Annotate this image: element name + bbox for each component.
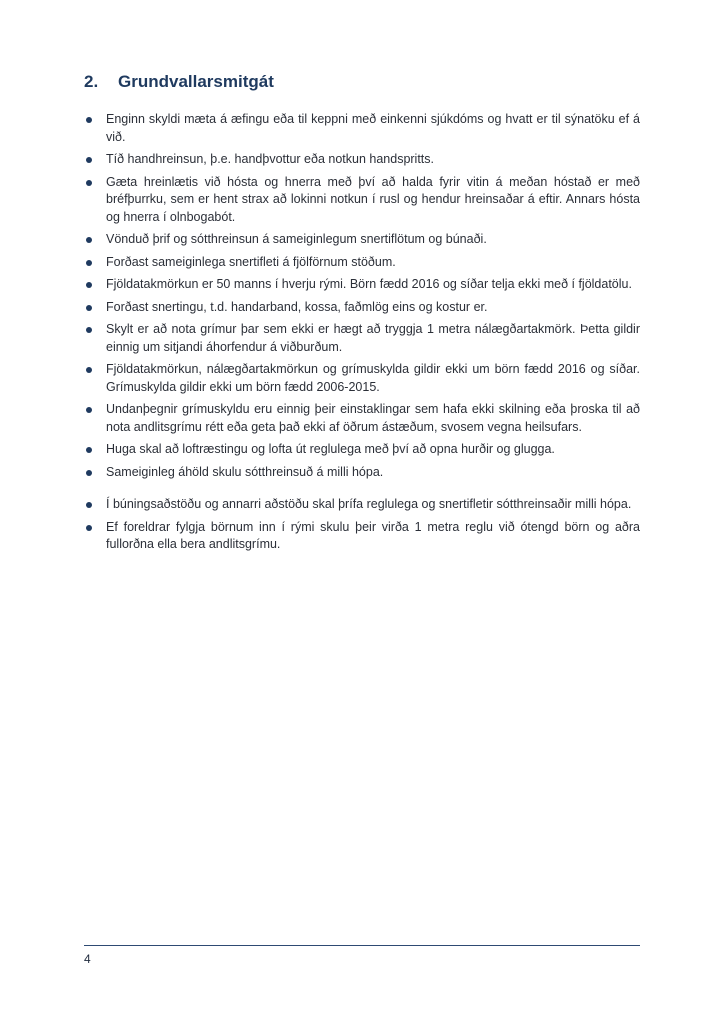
list-item — [84, 254, 640, 272]
bullet-icon — [86, 502, 92, 508]
bullet-icon — [86, 305, 92, 311]
list-item-text: Sameiginleg áhöld skulu sótthreinsuð á milli hópa. — [106, 464, 384, 479]
list-item-text: Huga skal að loftræstingu og lofta út reglulega með því að opna hurðir og glugga. — [106, 442, 555, 456]
bullet-icon — [86, 447, 92, 453]
bullet-icon — [86, 470, 92, 476]
section-number: 2. — [84, 72, 99, 91]
list-item — [84, 361, 640, 396]
bullet-icon — [86, 525, 92, 531]
bullet-icon — [86, 282, 92, 288]
bullet-icon — [86, 260, 92, 266]
list-item — [84, 231, 640, 249]
list-item-text: Enginn skyldi mæta á æfingu eða til keppni með einkenni sjúkdóms og hvatt er til sýnatöku ef á við. — [106, 112, 640, 144]
bullet-icon — [86, 407, 92, 413]
list-item-text: Forðast sameiginlega snertifleti á fjölförnum stöðum. — [106, 254, 396, 269]
list-item-text: Fjöldatakmörkun er 50 manns í hverju rými. Börn fædd 2016 og síðar telja ekki með í fjöldatölu. — [106, 277, 632, 291]
list-item — [84, 151, 640, 169]
page-number: 4 — [84, 952, 91, 966]
list-item — [84, 276, 640, 294]
list-item-text: Vönduð þrif og sótthreinsun á sameiginlegum snertiflötum og búnaði. — [106, 232, 487, 246]
list-item — [84, 496, 640, 514]
list-item-text: Forðast snertingu, t.d. handarband, kossa, faðmlög eins og kostur er. — [106, 299, 488, 314]
section-title: Grundvallarsmitgát — [118, 72, 274, 91]
list-item — [84, 519, 640, 554]
list-item-text: Ef foreldrar fylgja börnum inn í rými skulu þeir virða 1 metra reglu við ótengd börn og aðra fullorðna ella bera andlitsgrímu. — [106, 519, 640, 551]
list-item — [84, 299, 640, 317]
list-item — [84, 111, 640, 146]
list-item — [84, 464, 640, 482]
bullet-icon — [86, 327, 92, 333]
section-heading — [84, 72, 274, 92]
list-item — [84, 401, 640, 436]
bullet-icon — [86, 117, 92, 123]
list-item-text: Tíð handhreinsun, þ.e. handþvottur eða notkun handspritts. — [106, 152, 435, 166]
bullet-icon — [86, 157, 92, 163]
list-item — [84, 321, 640, 356]
list-item-text: Undanþegnir grímuskyldu eru einnig þeir einstaklingar sem hafa ekki skilning eða þroska til að nota andlitsgrímu rétt eða geta það ekki af öðrum ástæðum, svosem vegna heilsufars. — [106, 402, 640, 434]
list-item-text: Skylt er að nota grímur þar sem ekki er hægt að tryggja 1 metra nálægðartakmörk. Þetta gildir einnig um sitjandi áhorfendur á viðburðum. — [106, 322, 640, 354]
list-item-text: Fjöldatakmörkun, nálægðartakmörkun og grímuskylda gildir ekki um börn fædd 2016 og síðar. Grímuskylda gildir ekki um börn fædd 2006-2015. — [106, 362, 640, 394]
bullet-icon — [86, 237, 92, 243]
list-item — [84, 441, 640, 459]
bullet-icon — [86, 367, 92, 373]
list-item-text: Gæta hreinlætis við hósta og hnerra með því að halda fyrir vitin á meðan hóstað er með bréfþurrku, sem er hent strax að lokinni notkun í rusl og hendur hreinsaðar á eftir. Annars hósta og hnerra í olnbogabót. — [106, 174, 640, 224]
list-item-text: Í búningsaðstöðu og annarri aðstöðu skal þrífa reglulega og snertifletir sótthreinsaðir milli hópa. — [106, 497, 632, 511]
bullet-icon — [86, 180, 92, 186]
guideline-list — [84, 111, 640, 559]
list-item — [84, 174, 640, 227]
footer-divider — [84, 945, 640, 946]
